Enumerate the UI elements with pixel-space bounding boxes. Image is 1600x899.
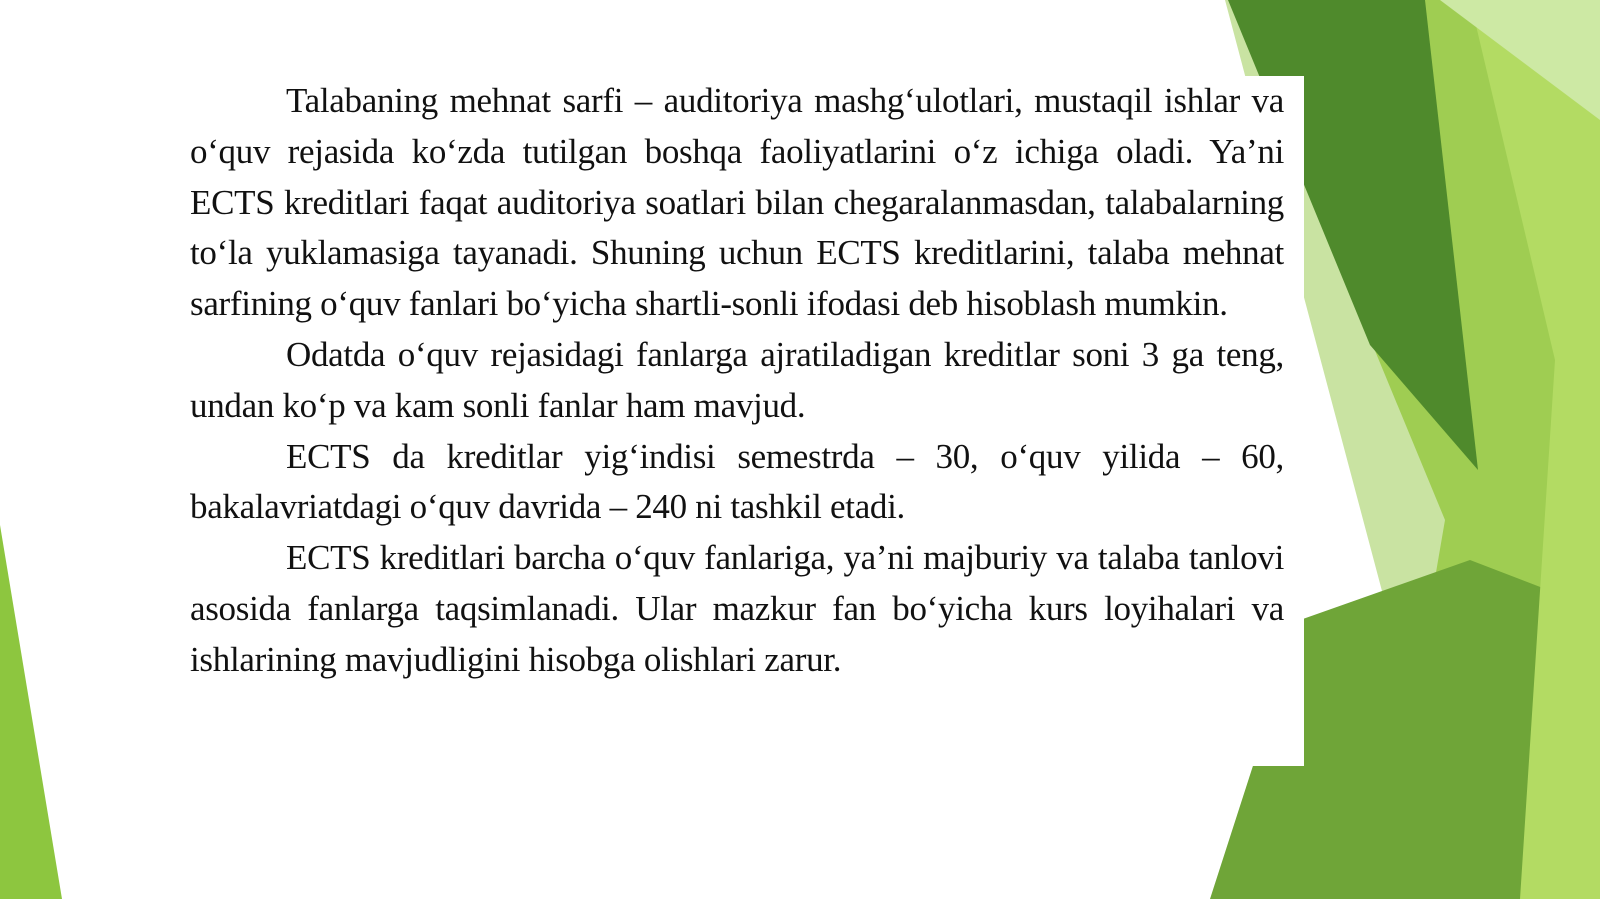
paragraph-2: Odatda o‘quv rejasidagi fanlarga ajratiladigan kreditlar soni 3 ga teng, undan ko‘p va kam sonli fanlar ham mavjud. [190, 334, 1284, 425]
paragraph-4: ECTS kreditlari barcha o‘quv fanlariga, ya’ni majburiy va talaba tanlovi asosida fanlarga taqsimlanadi. Ular mazkur fan bo‘yicha kurs loyihalari va ishlarining mavjudligini hisobga olishlari zarur. [190, 538, 1284, 679]
paragraph-3: ECTS da kreditlar yig‘indisi semestrda – 30, o‘quv yilida – 60, bakalavriatdagi o‘quv davrida – 240 ni tashkil etadi. [190, 436, 1284, 527]
paragraph-1: Talabaning mehnat sarfi – auditoriya mashg‘ulotlari, mustaqil ishlar va o‘quv rejasida ko‘zda tutilgan boshqa faoliyatlarini o‘z ichiga oladi. Ya’ni ECTS kreditlari faqat auditoriya soatlari bilan chegaralanmasdan, talabalarning to‘la yuklamasiga tayanadi. Shuning uchun ECTS kreditlarini, talaba mehnat sarfining o‘quv fanlari bo‘yicha shartli-sonli ifodasi deb hisoblash mumkin. [190, 81, 1284, 324]
document-body [190, 76, 1284, 686]
text-panel [178, 76, 1304, 766]
